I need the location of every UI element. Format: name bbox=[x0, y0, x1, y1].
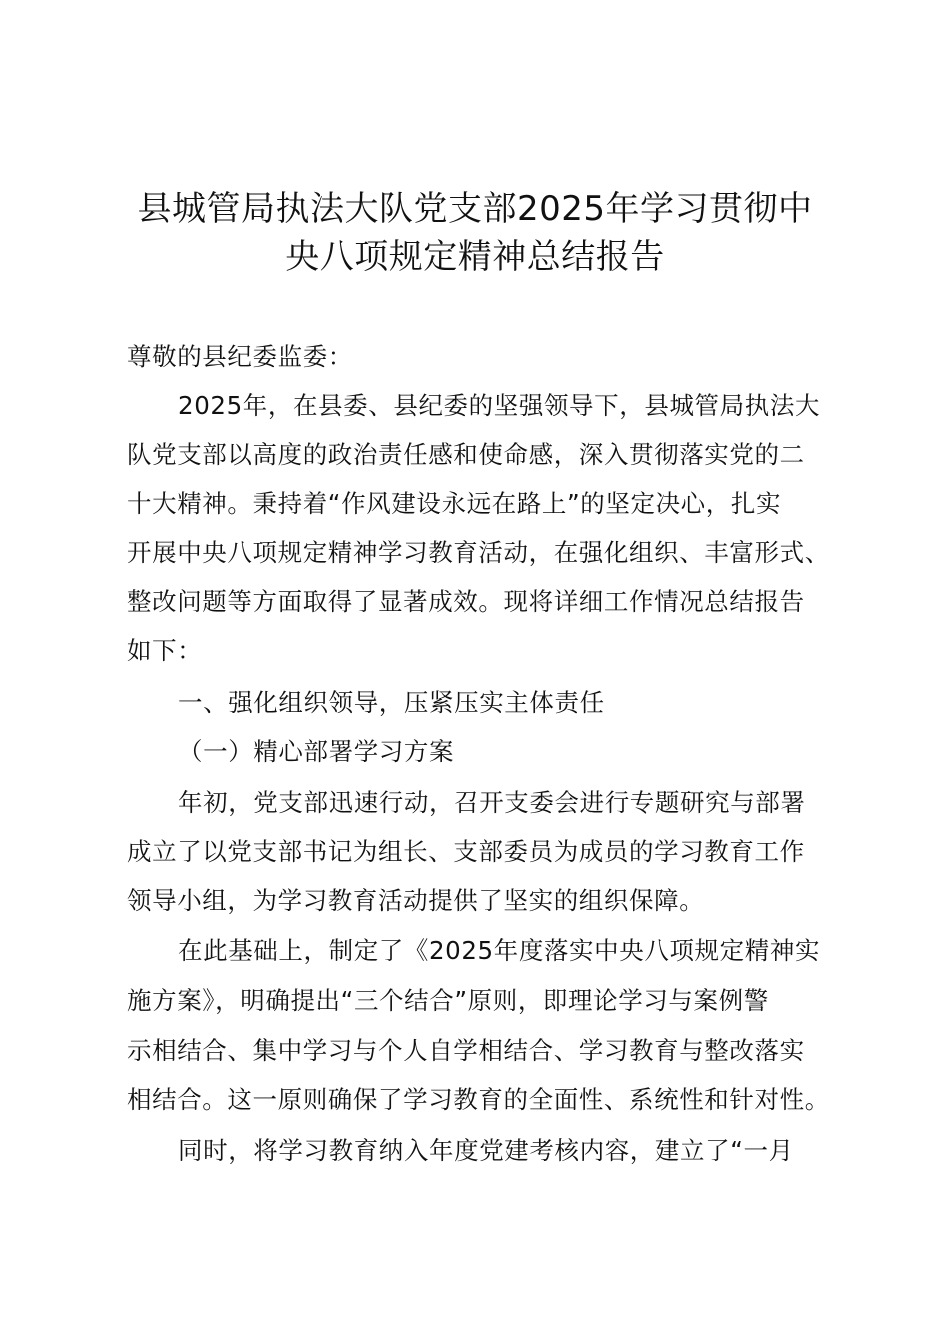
paragraph-1-line: 十大精神。秉持着“作风建设永远在路上”的坚定决心，扎实 bbox=[127, 489, 782, 518]
paragraph-2-line: 成立了以党支部书记为组长、支部委员为成员的学习教育工作 bbox=[127, 837, 805, 866]
document-title-line-1: 县城管局执法大队党支部2025年学习贯彻中 bbox=[137, 189, 813, 229]
paragraph-3-line: 在此基础上，制定了《2025年度落实中央八项规定精神实 bbox=[178, 936, 821, 965]
paragraph-1-line: 开展中央八项规定精神学习教育活动，在强化组织、丰富形式、 bbox=[127, 538, 830, 567]
paragraph-1-line: 整改问题等方面取得了显著成效。现将详细工作情况总结报告 bbox=[127, 587, 805, 616]
paragraph-2-line: 领导小组，为学习教育活动提供了坚实的组织保障。 bbox=[127, 886, 705, 915]
subsection-heading-1: （一）精心部署学习方案 bbox=[178, 737, 455, 766]
paragraph-4-line: 同时，将学习教育纳入年度党建考核内容，建立了“一月 bbox=[178, 1136, 794, 1165]
paragraph-3-line: 相结合。这一原则确保了学习教育的全面性、系统性和针对性。 bbox=[127, 1085, 830, 1114]
paragraph-3-line: 示相结合、集中学习与个人自学相结合、学习教育与整改落实 bbox=[127, 1036, 805, 1065]
salutation: 尊敬的县纪委监委： bbox=[127, 342, 353, 371]
paragraph-3-line: 施方案》，明确提出“三个结合”原则，即理论学习与案例警 bbox=[127, 986, 769, 1015]
paragraph-1-line: 队党支部以高度的政治责任感和使命感，深入贯彻落实党的二 bbox=[127, 440, 805, 469]
paragraph-1-line: 如下： bbox=[127, 636, 203, 665]
document-title-line-2: 央八项规定精神总结报告 bbox=[285, 237, 665, 277]
paragraph-2-line: 年初，党支部迅速行动，召开支委会进行专题研究与部署 bbox=[178, 788, 806, 817]
paragraph-1-line: 2025年，在县委、县纪委的坚强领导下，县城管局执法大 bbox=[178, 391, 821, 420]
section-heading-1: 一、强化组织领导，压紧压实主体责任 bbox=[178, 688, 605, 717]
